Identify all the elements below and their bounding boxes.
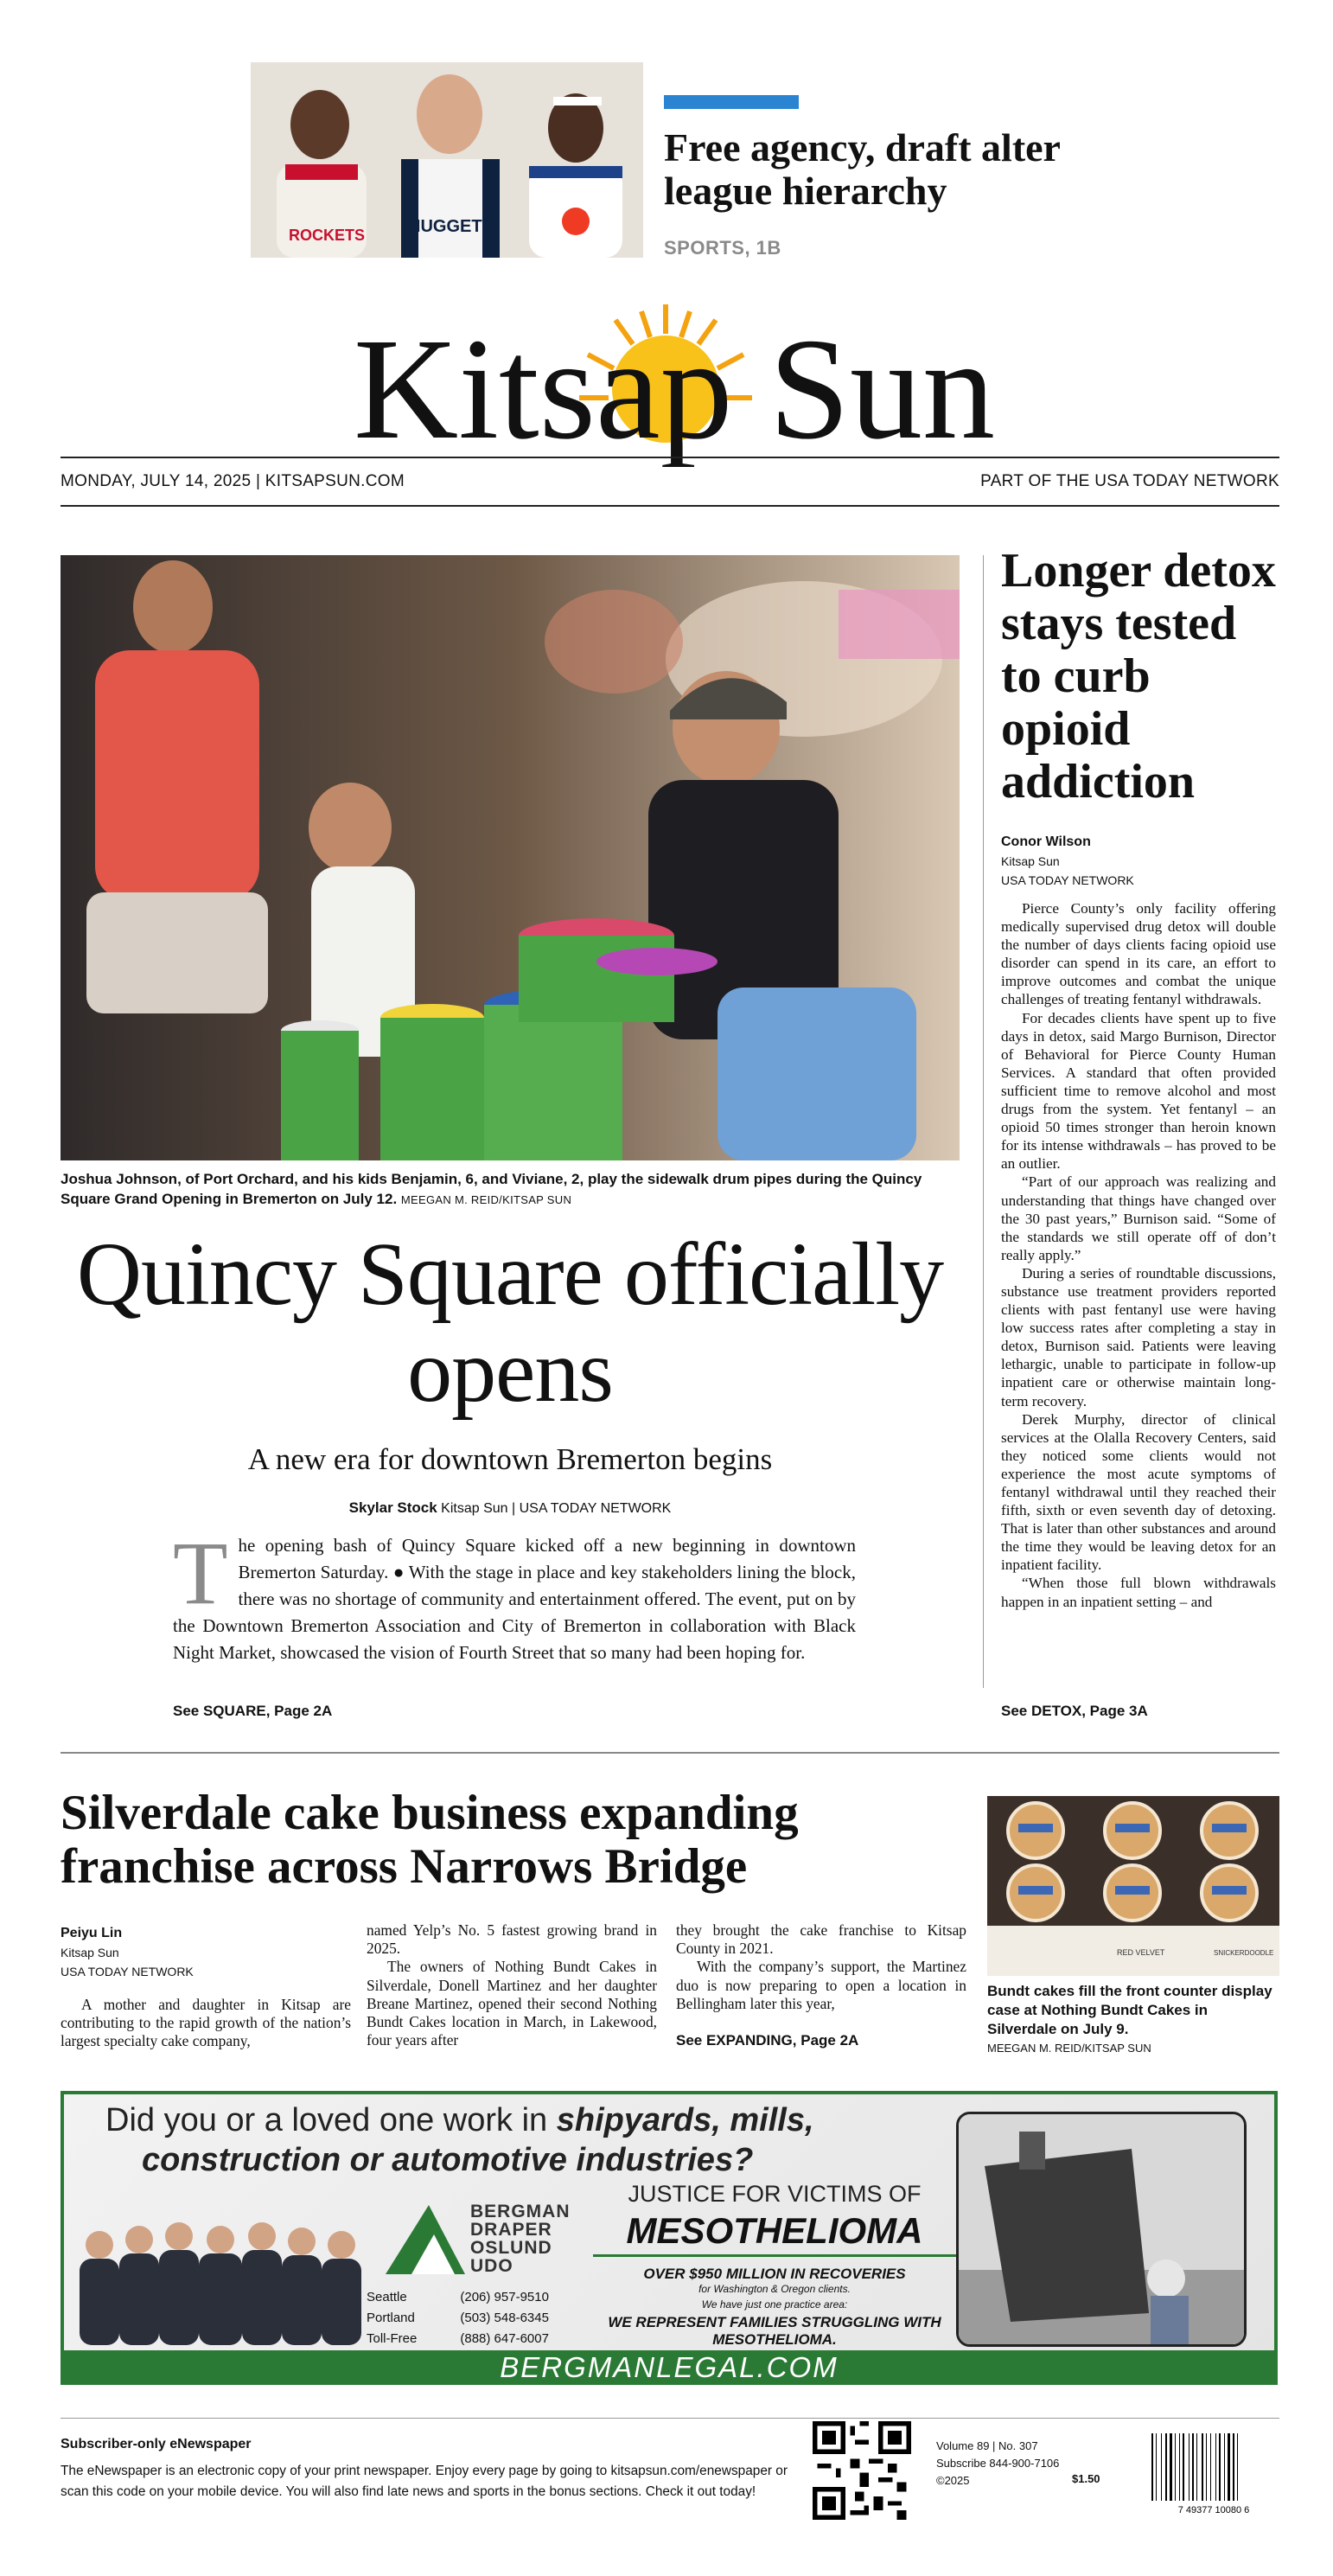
cake-column-3 <box>676 1921 966 2013</box>
lead-body <box>173 1524 856 1666</box>
subscribe-phone: Subscribe 844-900-7106 <box>936 2457 1060 2470</box>
barcode-bar <box>1192 2433 1194 2501</box>
ad-contacts <box>365 2286 592 2350</box>
cake-paragraph: A mother and daughter in Kitsap are contributing to the rapid growth of the nation’s largest specialty cake company, <box>61 1996 351 2050</box>
network-label: PART OF THE USA TODAY NETWORK <box>980 472 1279 490</box>
contact-city: Toll-Free <box>367 2331 418 2346</box>
cover-price: $1.50 <box>1072 2472 1100 2485</box>
cake-author: Peiyu Lin <box>61 1926 123 1940</box>
shipyard-illustration <box>959 2114 1244 2344</box>
advertisement[interactable] <box>61 2091 1278 2385</box>
contact-row <box>367 2330 590 2349</box>
lead-affiliation: Kitsap Sun | USA TODAY NETWORK <box>441 1501 672 1516</box>
footer-divider <box>61 2418 1279 2419</box>
barcode-bar <box>1165 2433 1167 2501</box>
cake-paragraph: With the company’s support, the Martinez duo is now preparing to open a location in Bellingham later this year, <box>676 1958 966 2012</box>
barcode-bar <box>1161 2433 1162 2501</box>
dateline-date-site <box>61 472 405 491</box>
barcode-bar <box>1228 2433 1230 2501</box>
ad-line1-plain: Did you or a loved one work in <box>105 2102 557 2138</box>
firm-name-line: DRAPER <box>470 2220 552 2240</box>
teaser-headline[interactable]: Free agency, draft alter league hierarchy <box>664 125 1061 213</box>
detox-network: USA TODAY NETWORK <box>1001 873 1134 887</box>
lead-author: Skylar Stock <box>348 1499 437 1516</box>
detox-paragraph: For decades clients have spent up to five days in detox, said Margo Burnison, Director of Behavioral for Pierce County Human Services. A standard that often provided sufficient time to remove alcohol and most drugs from the system. Yet fentanyl – an opioid 50 times stronger than heroin known for its intense withdrawals – has proved to be an outlier. <box>1001 1009 1276 1173</box>
ad-justice-line: JUSTICE FOR VICTIMS OF <box>628 2181 922 2207</box>
barcode-digits: 7 49377 10080 6 <box>1177 2505 1250 2515</box>
ad-headline-line2: construction or automotive industries? <box>142 2142 754 2178</box>
cake-headline[interactable]: Silverdale cake business expanding franchise across Narrows Bridge <box>61 1786 799 1894</box>
detox-paragraph: “Part of our approach was realizing and understanding that things have changed over the 30 past years,” Burnison said. “Some of the standards we still operate off of don’t really apply.” <box>1001 1173 1276 1263</box>
dateline-bar <box>61 457 1279 507</box>
contact-phone[interactable]: (503) 548-6345 <box>460 2311 549 2325</box>
teaser-photo[interactable] <box>251 62 643 258</box>
box-label-red-velvet: RED VELVET <box>1117 1948 1165 1957</box>
cake-photo[interactable] <box>987 1796 1279 1976</box>
detox-paragraph: Pierce County’s only facility offering medically supervised drug detox will double the number of days clients facing opioid use disorder can spend in its care, an effort to improve outcomes and combat the unique challenges of treating fentanyl withdrawals. <box>1001 900 1276 1008</box>
teaser-accent-bar <box>664 95 799 109</box>
barcode-bar <box>1224 2433 1225 2501</box>
bundt-cakes-illustration <box>987 1796 1279 1976</box>
cake-network: USA TODAY NETWORK <box>61 1965 194 1978</box>
qr-code-icon[interactable] <box>813 2421 911 2520</box>
box-label-snickerdoodle: SNICKERDOODLE <box>1214 1949 1274 1957</box>
ad-mesothelioma: MESOTHELIOMA <box>593 2210 956 2257</box>
firm-name-line: BERGMAN <box>470 2202 571 2221</box>
ad-recoveries: OVER $950 MILLION IN RECOVERIES <box>643 2266 906 2282</box>
cake-column-1 <box>61 1996 351 2051</box>
detox-outlet: Kitsap Sun <box>1001 854 1060 868</box>
cake-column-2 <box>367 1921 657 2049</box>
contact-row <box>367 2309 590 2328</box>
contact-row <box>367 2288 590 2307</box>
volume-number: Volume 89 | No. 307 <box>936 2439 1038 2452</box>
main-photo-caption <box>61 1169 960 1210</box>
cake-paragraph: The owners of Nothing Bundt Cakes in Silverdale, Donell Martinez and her daughter Breane Martinez, opened their second Nothing Bundt Cakes location in March, in Lakewood, four years after <box>367 1958 657 2049</box>
barcode-bar <box>1183 2433 1184 2501</box>
lead-deck: A new era for downtown Bremerton begins <box>247 1442 773 1476</box>
cake-byline <box>61 1923 354 1981</box>
site-link[interactable]: KITSAPSUN.COM <box>265 472 405 490</box>
barcode-bar <box>1237 2433 1238 2501</box>
detox-jump-link[interactable]: See DETOX, Page 3A <box>1001 1703 1148 1719</box>
firm-mountain-logo-icon <box>386 2205 465 2274</box>
contact-phone[interactable]: (888) 647-6007 <box>460 2331 549 2346</box>
detox-paragraph: “When those full blown withdrawals happen in an inpatient setting – and <box>1001 1575 1276 1610</box>
cake-photo-credit: MEEGAN M. REID/KITSAP SUN <box>987 2042 1151 2055</box>
detox-paragraph: During a series of roundtable discussions, substance use treatment providers reported clients with past fentanyl use were having low success rates after completing a stay in detox, Burnison said. Patients were leaving lethargic, unable to participate in follow-up inpatient care or otherwise maintain long-term recovery. <box>1001 1264 1276 1409</box>
barcode-bar <box>1156 2433 1157 2501</box>
barcode-bar <box>1219 2433 1221 2501</box>
lead-byline <box>61 1499 960 1517</box>
barcode-bar <box>1179 2433 1180 2501</box>
issue-date: MONDAY, JULY 14, 2025 <box>61 472 252 490</box>
detox-byline <box>1001 832 1286 890</box>
ad-recoveries-sub: for Washington & Oregon clients. <box>698 2283 851 2295</box>
contact-phone[interactable]: (206) 957-9510 <box>460 2290 549 2304</box>
barcode-bar <box>1196 2433 1197 2501</box>
masthead-logo <box>294 294 1055 467</box>
ad-line1-emphasis: shipyards, mills, <box>556 2102 814 2138</box>
main-photo-credit: MEEGAN M. REID/KITSAP SUN <box>400 1193 572 1206</box>
ad-practice-note: We have just one practice area: <box>701 2298 848 2311</box>
column-divider <box>983 555 984 1688</box>
cake-jump-link[interactable]: See EXPANDING, Page 2A <box>676 2032 859 2049</box>
jersey-label-nuggets: NUGGETS <box>408 217 494 236</box>
detox-paragraph: Derek Murphy, director of clinical services at the Olalla Recovery Centers, said they noticed some clients would not experience the most acute symptoms of fentanyl withdrawal until they reached their fifth, sixth or even seventh day of detoxing. That is later than other substances and around the time they would be leaving detox for an inpatient facility. <box>1001 1410 1276 1574</box>
cake-paragraph-continued: named Yelp’s No. 5 fastest growing brand in 2025. <box>367 1921 657 1958</box>
barcode-bar <box>1170 2433 1172 2501</box>
footer-heading: Subscriber-only eNewspaper <box>61 2437 252 2451</box>
barcode-bar <box>1151 2433 1153 2501</box>
barcode-bar <box>1175 2433 1176 2501</box>
drum-pipes-illustration <box>61 555 960 1160</box>
teaser-players-illustration <box>251 62 643 258</box>
detox-headline[interactable]: Longer detox stays tested to curb opioid addiction <box>1001 544 1276 809</box>
copyright: ©2025 <box>936 2474 970 2487</box>
firm-name-line: UDO <box>470 2256 513 2276</box>
ad-firm-name <box>470 2202 571 2275</box>
ad-headline-line1 <box>105 2098 1022 2143</box>
lead-headline[interactable]: Quincy Square officially opens <box>76 1224 944 1421</box>
contact-city: Seattle <box>367 2290 407 2304</box>
ad-attorneys-photo <box>71 2207 365 2345</box>
barcode-bar <box>1215 2433 1216 2501</box>
detox-author: Conor Wilson <box>1001 834 1091 849</box>
ad-shipyard-photo <box>956 2112 1247 2347</box>
barcode-bar <box>1202 2433 1203 2501</box>
barcode-bar <box>1206 2433 1207 2501</box>
footer-text: The eNewspaper is an electronic copy of your print newspaper. Enjoy every page by going to kitsapsun.com/enewspaper or scan this code on your mobile device. You will also find late news and sports in the bonus sections. Check it out today! <box>61 2464 788 2499</box>
lead-dropcap: T <box>173 1524 228 1623</box>
barcode-icon <box>1148 2432 1279 2515</box>
masthead-title: Kitsap Sun <box>353 309 996 467</box>
lead-body-text: he opening bash of Quincy Square kicked off a new beginning in downtown Bremerton Saturday. ● With the stage in place and key stakeholders lining the block, there was no shortage of community and entertainment offered. The event, put on by the Downtown Bremerton Association and City of Bremerton in collaboration with Black Night Market, showcased the vision of Fourth Street that so many had been hoping for. <box>173 1535 856 1663</box>
contact-city: Portland <box>367 2311 415 2325</box>
main-photo[interactable] <box>61 555 960 1160</box>
cake-outlet: Kitsap Sun <box>61 1946 119 1959</box>
cake-photo-caption <box>987 1982 1279 2058</box>
firm-name-line: OSLUND <box>470 2238 552 2258</box>
detox-body <box>1001 899 1276 1611</box>
barcode-bar <box>1233 2433 1234 2501</box>
ad-url[interactable]: BERGMANLEGAL.COM <box>64 2350 1274 2385</box>
barcode-bar <box>1210 2433 1211 2501</box>
cake-caption-text: Bundt cakes fill the front counter display case at Nothing Bundt Cakes in Silverdale on July 9. <box>987 1983 1272 2037</box>
main-caption-text: Joshua Johnson, of Port Orchard, and his kids Benjamin, 6, and Viviane, 2, play the sidewalk drum pipes during the Quincy Square Grand Opening in Bremerton on July 12. <box>61 1171 922 1207</box>
section-divider <box>61 1752 1279 1754</box>
jersey-label-rockets: ROCKETS <box>289 227 366 244</box>
dateline-separator: | <box>255 472 265 490</box>
teaser-section-label[interactable]: SPORTS, 1B <box>664 237 781 259</box>
ad-families-line: WE REPRESENT FAMILIES STRUGGLING WITH MESOTHELIOMA. <box>608 2314 941 2348</box>
cake-paragraph-continued: they brought the cake franchise to Kitsap County in 2021. <box>676 1921 966 1958</box>
lead-jump-link[interactable]: See SQUARE, Page 2A <box>173 1703 333 1719</box>
masthead[interactable] <box>294 294 1055 467</box>
